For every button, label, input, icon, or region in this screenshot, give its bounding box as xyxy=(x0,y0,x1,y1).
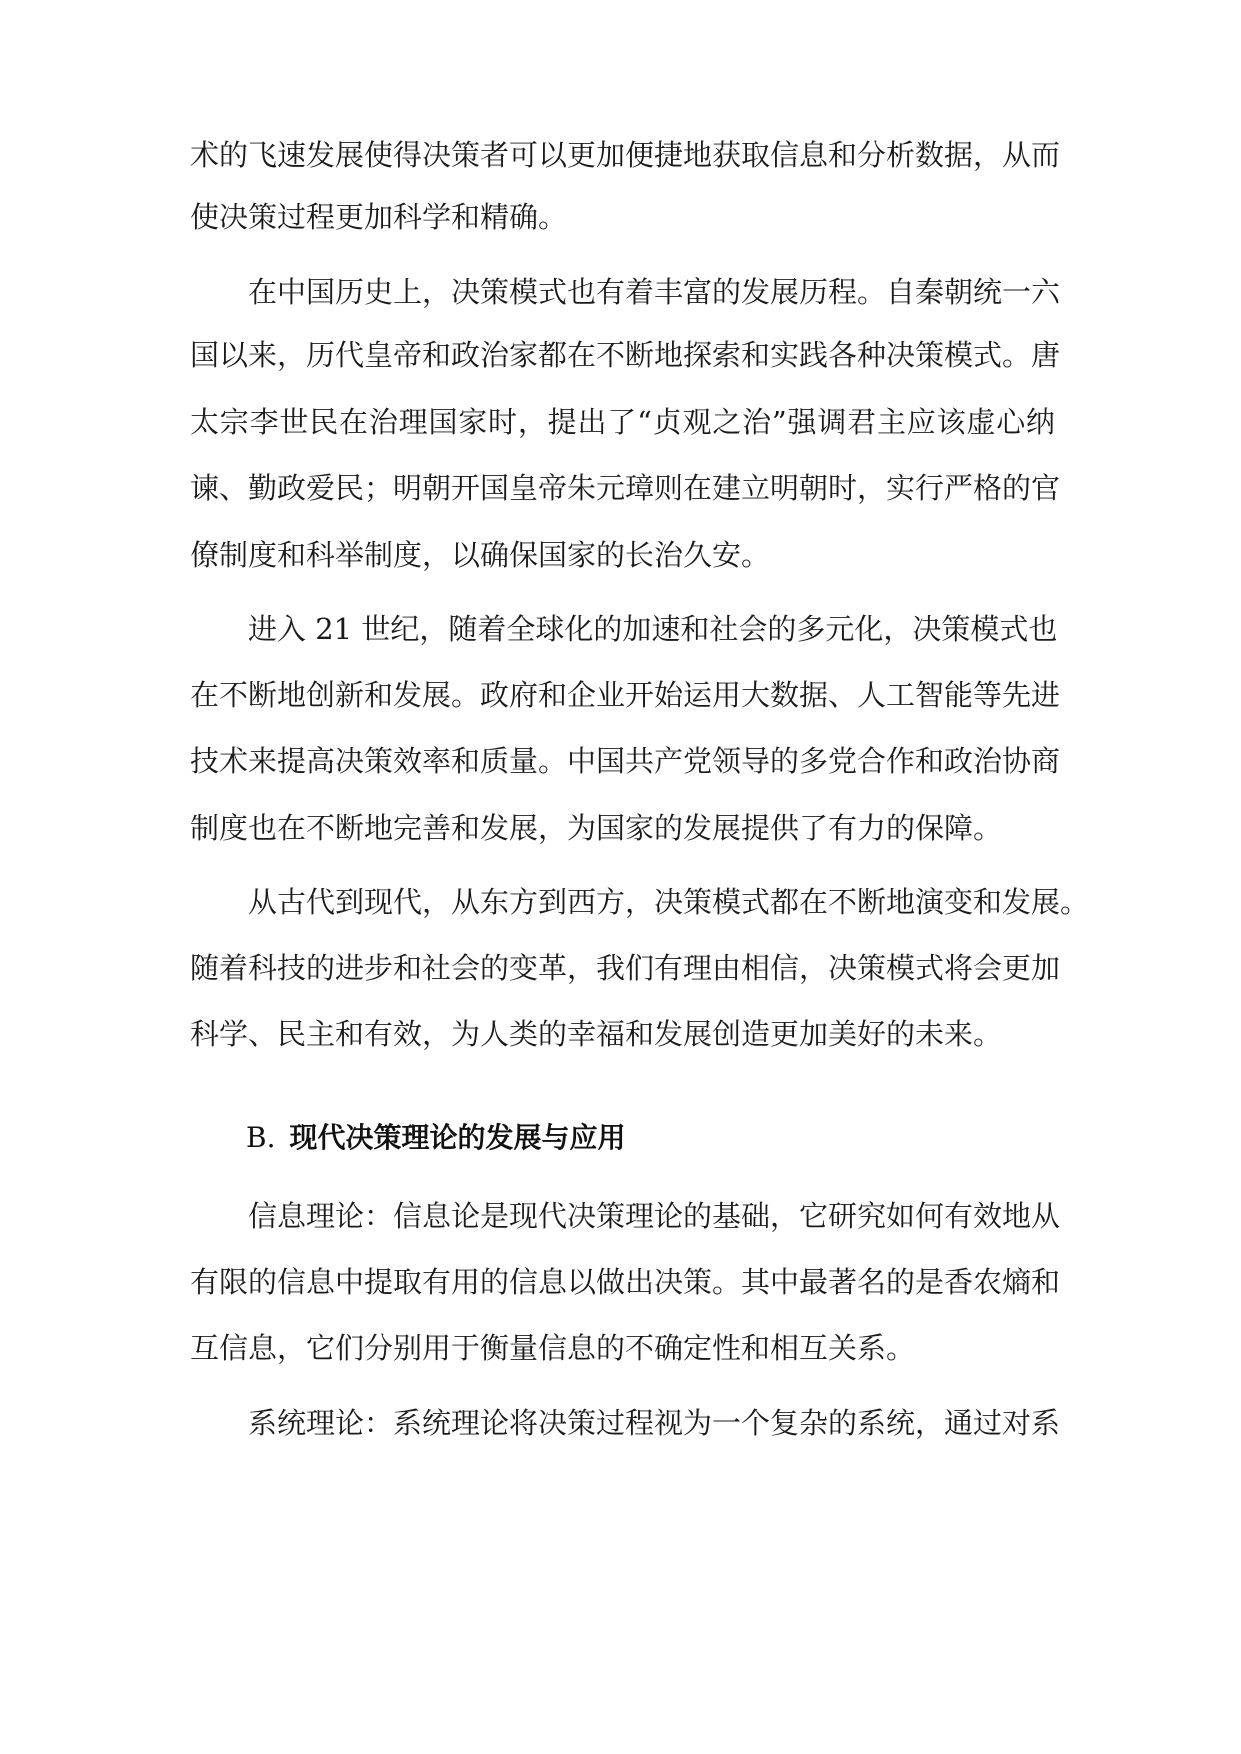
paragraph-line: 在中国历史上，决策模式也有着丰富的发展历程。自秦朝统一六 xyxy=(248,275,1061,309)
paragraph-line: 系统理论：系统理论将决策过程视为一个复杂的系统，通过对系 xyxy=(248,1406,1061,1440)
paragraph-line: 术的飞速发展使得决策者可以更加便捷地获取信息和分析数据，从而 xyxy=(190,138,1061,172)
paragraph-line: 随着科技的进步和社会的变革，我们有理由相信，决策模式将会更加 xyxy=(190,951,1061,985)
section-number: B. xyxy=(246,1121,276,1154)
paragraph-line: 有限的信息中提取有用的信息以做出决策。其中最著名的是香农熵和 xyxy=(190,1265,1061,1299)
paragraph-line: 信息理论：信息论是现代决策理论的基础，它研究如何有效地从 xyxy=(248,1199,1061,1233)
section-heading xyxy=(246,1110,1055,1166)
paragraph-line: 进入 21 世纪，随着全球化的加速和社会的多元化，决策模式也 xyxy=(248,612,1058,646)
paragraph-line: 技术来提高决策效率和质量。中国共产党领导的多党合作和政治协商 xyxy=(190,744,1061,778)
paragraph-line: 从古代到现代，从东方到西方，决策模式都在不断地演变和发展。 xyxy=(248,885,1090,919)
paragraph-line: 互信息，它们分别用于衡量信息的不确定性和相互关系。 xyxy=(190,1331,916,1365)
paragraph-line: 制度也在不断地完善和发展，为国家的发展提供了有力的保障。 xyxy=(190,811,1003,845)
paragraph-line: 谏、勤政爱民；明朝开国皇帝朱元璋则在建立明朝时，实行严格的官 xyxy=(190,471,1061,505)
paragraph-line: 僚制度和科举制度，以确保国家的长治久安。 xyxy=(190,538,771,572)
paragraph-line: 太宗李世民在治理国家时，提出了“贞观之治”强调君主应该虚心纳 xyxy=(190,405,1055,439)
paragraph-line: 在不断地创新和发展。政府和企业开始运用大数据、人工智能等先进 xyxy=(190,678,1061,712)
paragraph-line: 科学、民主和有效，为人类的幸福和发展创造更加美好的未来。 xyxy=(190,1017,1003,1051)
section-title: 现代决策理论的发展与应用 xyxy=(289,1121,626,1154)
paragraph-line: 国以来，历代皇帝和政治家都在不断地探索和实践各种决策模式。唐 xyxy=(190,338,1061,372)
paragraph-line: 使决策过程更加科学和精确。 xyxy=(190,200,568,234)
